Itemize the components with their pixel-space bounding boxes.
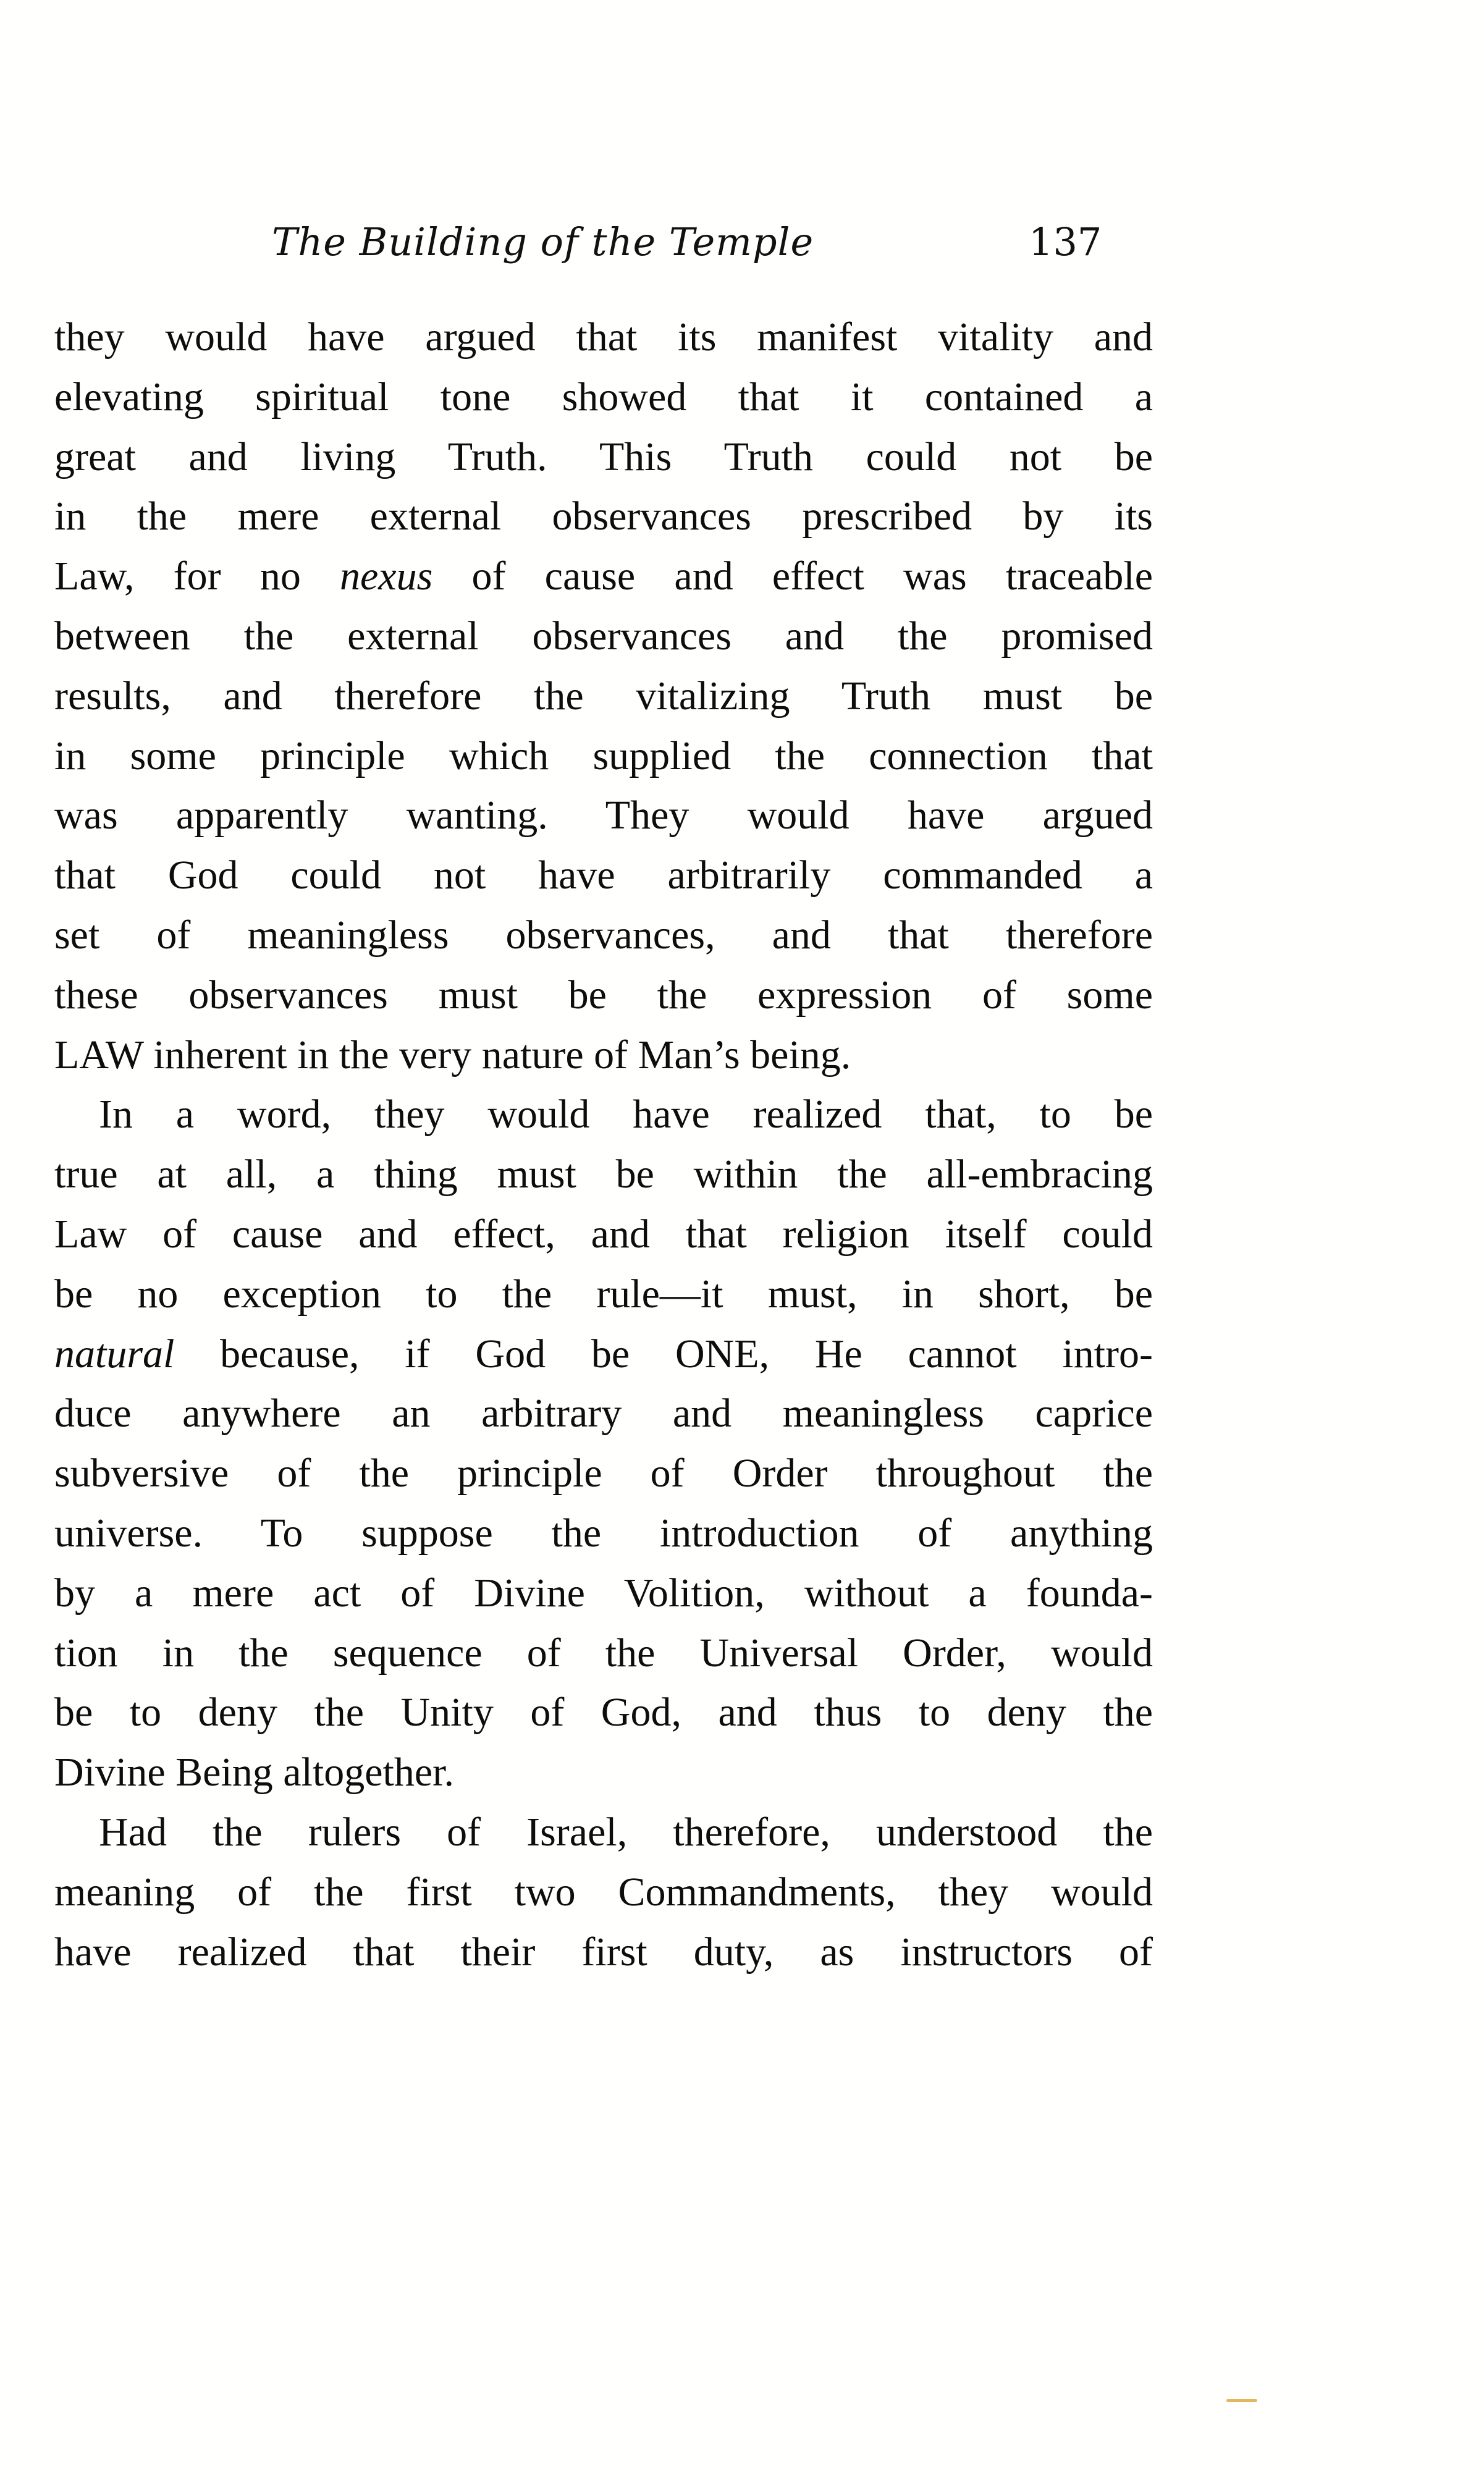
paragraph — [54, 1803, 1153, 1982]
text-line — [54, 727, 1153, 786]
text-line — [54, 1384, 1153, 1444]
text-line — [54, 667, 1153, 727]
text-line — [54, 1145, 1153, 1205]
text-segment: subversive of the principle of Order throughout the — [54, 1451, 1153, 1496]
text-segment: LAW inherent in the very nature of Man’s being. — [54, 1032, 851, 1077]
text-segment: Law, for no — [54, 554, 340, 599]
page-number: 137 — [1029, 219, 1102, 264]
text-line — [54, 607, 1153, 667]
text-segment: Had the rulers of Israel, therefore, understood the — [99, 1809, 1153, 1855]
text-segment: In a word, they would have realized that, to be — [99, 1092, 1153, 1137]
text-line — [54, 1444, 1153, 1504]
text-segment: Law of cause and effect, and that religion itself could — [54, 1211, 1153, 1257]
text-segment: these observances must be the expression of some — [54, 972, 1153, 1018]
running-head — [0, 219, 1484, 281]
text-segment: between the external observances and the promised — [54, 613, 1153, 659]
text-segment: was apparently wanting. They would have argued — [54, 793, 1153, 838]
text-segment: elevating spiritual tone showed that it contained a — [54, 374, 1153, 420]
text-segment: in some principle which supplied the connection that — [54, 733, 1153, 778]
text-line — [54, 1564, 1153, 1624]
text-segment: they would have argued that its manifest vitality and — [54, 314, 1153, 360]
text-segment: set of meaningless observances, and that therefore — [54, 912, 1153, 958]
text-segment: be no exception to the rule—it must, in short, be — [54, 1271, 1153, 1317]
text-segment: Divine Being altogether. — [54, 1750, 455, 1795]
text-line — [54, 1205, 1153, 1265]
text-line — [54, 428, 1153, 487]
text-line — [54, 1923, 1153, 1983]
text-segment: tion in the sequence of the Universal Order, would — [54, 1630, 1153, 1676]
text-line — [54, 368, 1153, 428]
text-line — [54, 1504, 1153, 1564]
text-segment: meaning of the first two Commandments, they would — [54, 1869, 1153, 1915]
text-segment: by a mere act of Divine Volition, without a founda- — [54, 1570, 1153, 1616]
text-line — [54, 906, 1153, 966]
text-segment: that God could not have arbitrarily commanded a — [54, 853, 1153, 898]
text-segment: in the mere external observances prescribed by its — [54, 494, 1153, 539]
text-line — [54, 1265, 1153, 1325]
text-line — [54, 487, 1153, 547]
text-line — [54, 966, 1153, 1026]
text-line — [54, 1325, 1153, 1385]
italic-text: natural — [54, 1331, 175, 1377]
body-text — [54, 308, 1153, 1982]
text-line — [54, 308, 1153, 368]
text-line — [54, 1803, 1153, 1863]
text-line — [54, 1683, 1153, 1743]
text-segment: true at all, a thing must be within the all-embracing — [54, 1152, 1153, 1197]
text-line — [54, 1743, 1153, 1803]
text-line — [54, 786, 1153, 846]
running-title: The Building of the Temple — [272, 219, 814, 264]
paragraph — [54, 1085, 1153, 1803]
text-line — [54, 1624, 1153, 1684]
text-line — [54, 1863, 1153, 1923]
text-line — [54, 846, 1153, 906]
text-segment: duce anywhere an arbitrary and meaningless caprice — [54, 1391, 1153, 1436]
text-segment: because, if God be ONE, He cannot intro- — [174, 1331, 1153, 1377]
text-line — [54, 1085, 1153, 1145]
text-segment: great and living Truth. This Truth could not be — [54, 434, 1153, 479]
text-line — [54, 547, 1153, 607]
paper-speck — [1226, 2399, 1257, 2402]
paragraph — [54, 308, 1153, 1085]
text-segment: results, and therefore the vitalizing Truth must be — [54, 673, 1153, 719]
text-segment: have realized that their first duty, as instructors of — [54, 1929, 1153, 1975]
italic-text: nexus — [340, 554, 433, 599]
text-segment: be to deny the Unity of God, and thus to deny the — [54, 1690, 1153, 1735]
text-line — [54, 1026, 1153, 1086]
text-segment: of cause and effect was traceable — [432, 554, 1153, 599]
text-segment: universe. To suppose the introduction of anything — [54, 1510, 1153, 1556]
